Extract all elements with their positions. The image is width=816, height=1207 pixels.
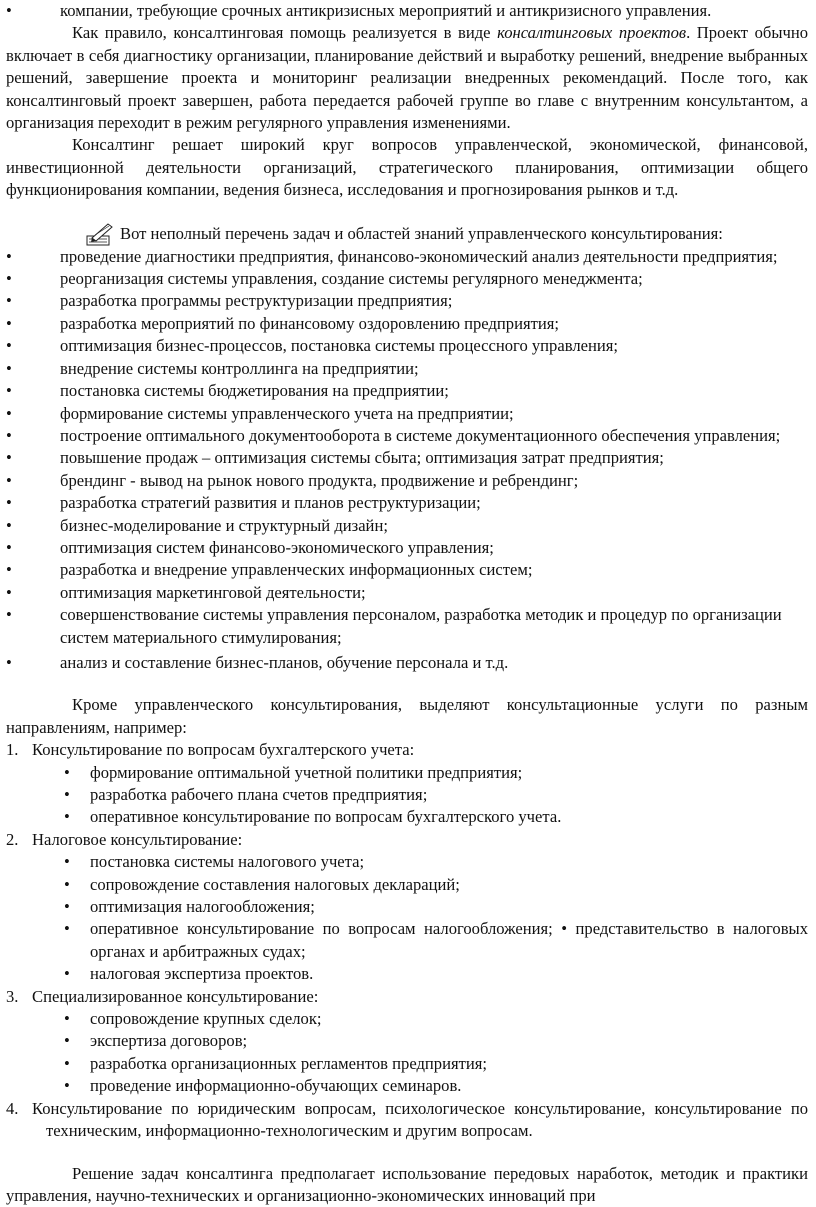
section-number: 4.: [6, 1098, 18, 1120]
list-item-text: разработка стратегий развития и планов реструктуризации;: [60, 493, 481, 512]
list-item-text: налоговая экспертиза проектов.: [90, 964, 313, 983]
list-item: [6, 246, 808, 268]
list-item-text: компании, требующие срочных антикризисных мероприятий и антикризисного управления.: [60, 1, 711, 20]
section-number: 1.: [6, 739, 18, 761]
bullet-icon: •: [64, 851, 84, 873]
section-items: [6, 851, 808, 985]
list-item-text: оперативное консультирование по вопросам налогообложения; • представительство в налоговых органах и арбитражных судах;: [90, 919, 808, 960]
bullet-icon: •: [64, 874, 84, 896]
list-item: [6, 1053, 808, 1075]
list-item-text: постановка системы бюджетирования на предприятии;: [60, 381, 449, 400]
numbered-section: [6, 739, 808, 761]
paragraph-text: . Проект обычно включает в себя диагностику организации, планирование действий и выработку решений, внедрение выбранных решений, завершение проекта и мониторинг реализации внедренных рекомендаций. После того, как консалтинговый проект завершен, работа передается рабочей группе во главе с внутренним консультантом, а организация переходит в режим регулярного управления изменениями.: [6, 23, 808, 132]
list-item-text: проведение информационно-обучающих семинаров.: [90, 1076, 461, 1095]
bullet-icon: •: [6, 246, 26, 268]
bullet-icon: •: [64, 1030, 84, 1052]
list-item-text: повышение продаж – оптимизация системы сбыта; оптимизация затрат предприятия;: [60, 448, 664, 467]
bullet-icon: •: [64, 896, 84, 918]
list-item: [6, 447, 808, 469]
bullet-icon: •: [6, 268, 26, 290]
bullet-icon: •: [64, 762, 84, 784]
section-title: Специализированное консультирование:: [32, 986, 808, 1008]
list-item-text: формирование оптимальной учетной политики предприятия;: [90, 763, 522, 782]
top-bullet-list: [6, 0, 808, 22]
tasks-header-text: Вот неполный перечень задач и областей знаний управленческого консультирования:: [120, 223, 723, 245]
bullet-icon: •: [6, 290, 26, 312]
list-item-text: построение оптимального документооборота в системе документационного обеспечения управления;: [60, 426, 780, 445]
list-item: [6, 806, 808, 828]
list-item-text: анализ и составление бизнес-планов, обучение персонала и т.д.: [60, 653, 508, 672]
list-item: [6, 604, 808, 649]
section-title: Налоговое консультирование:: [32, 829, 808, 851]
paragraph-text: Как правило, консалтинговая помощь реализуется в виде: [72, 23, 497, 42]
tasks-list: [6, 246, 808, 675]
bullet-icon: •: [6, 0, 26, 22]
list-item-text: разработка рабочего плана счетов предприятия;: [90, 785, 427, 804]
bullet-icon: •: [64, 784, 84, 806]
list-item: [6, 313, 808, 335]
list-item-text: оперативное консультирование по вопросам бухгалтерского учета.: [90, 807, 561, 826]
numbered-section: [6, 829, 808, 851]
list-item: [6, 559, 808, 581]
paragraph-consulting-solutions: Решение задач консалтинга предполагает использование передовых наработок, методик и практики управления, научно-технических и организационно-экономических инноваций при: [6, 1163, 808, 1207]
list-item: [6, 851, 808, 873]
list-item-text: экспертиза договоров;: [90, 1031, 247, 1050]
bullet-icon: •: [64, 918, 84, 940]
list-item: [6, 963, 808, 985]
paragraph-other-services: Кроме управленческого консультирования, выделяют консультационные услуги по разным направлениям, например:: [6, 694, 808, 739]
list-item: [6, 358, 808, 380]
list-item-text: сопровождение составления налоговых деклараций;: [90, 875, 460, 894]
list-item-text: разработка программы реструктуризации предприятия;: [60, 291, 452, 310]
list-item: [6, 1008, 808, 1030]
list-item-text: брендинг - вывод на рынок нового продукта, продвижение и ребрендинг;: [60, 471, 578, 490]
list-item: [6, 0, 808, 22]
list-item-text: оптимизация бизнес-процессов, постановка системы процессного управления;: [60, 336, 618, 355]
bullet-icon: •: [6, 515, 26, 537]
bullet-icon: •: [6, 313, 26, 335]
list-item: [6, 515, 808, 537]
bullet-icon: •: [6, 425, 26, 447]
services-sections: [6, 739, 808, 1142]
list-item-text: разработка мероприятий по финансовому оздоровлению предприятия;: [60, 314, 559, 333]
bullet-icon: •: [6, 403, 26, 425]
paragraph-consulting-scope: Консалтинг решает широкий круг вопросов управленческой, экономической, финансовой, инвестиционной деятельности организаций, стратегического планирования, оптимизации общего функционирования компании, ведения бизнеса, исследования и прогнозирования рынков и т.д.: [6, 134, 808, 201]
list-item-text: разработка организационных регламентов предприятия;: [90, 1054, 487, 1073]
emphasis-text: консалтинговых проектов: [497, 23, 686, 42]
list-item: [6, 762, 808, 784]
list-item: [6, 1030, 808, 1052]
list-item: [6, 290, 808, 312]
list-item-text: постановка системы налогового учета;: [90, 852, 364, 871]
section-title: Консультирование по вопросам бухгалтерского учета:: [32, 739, 808, 761]
list-item-text: бизнес-моделирование и структурный дизайн;: [60, 516, 388, 535]
list-item: [6, 335, 808, 357]
list-item-text: формирование системы управленческого учета на предприятии;: [60, 404, 514, 423]
list-item: [6, 403, 808, 425]
list-item: [6, 537, 808, 559]
list-item: [6, 470, 808, 492]
bullet-icon: •: [64, 1075, 84, 1097]
list-item-text: сопровождение крупных сделок;: [90, 1009, 322, 1028]
bullet-icon: •: [6, 447, 26, 469]
bullet-icon: •: [64, 806, 84, 828]
bullet-icon: •: [6, 492, 26, 514]
bullet-icon: •: [6, 582, 26, 604]
list-item: [6, 1075, 808, 1097]
bullet-icon: •: [64, 963, 84, 985]
section-number: 3.: [6, 986, 18, 1008]
list-item-text: внедрение системы контроллинга на предприятии;: [60, 359, 419, 378]
list-item-text: реорганизация системы управления, создание системы регулярного менеджмента;: [60, 269, 643, 288]
list-item: [6, 874, 808, 896]
numbered-section: [6, 986, 808, 1008]
bullet-icon: •: [6, 335, 26, 357]
list-item: [6, 918, 808, 963]
numbered-section: [6, 1098, 808, 1143]
list-item-text: оптимизация налогообложения;: [90, 897, 315, 916]
list-item: [6, 652, 808, 674]
bullet-icon: •: [6, 380, 26, 402]
pencil-notepad-icon: [86, 222, 114, 246]
bullet-icon: •: [6, 537, 26, 559]
section-items: [6, 1008, 808, 1098]
bullet-icon: •: [64, 1008, 84, 1030]
paragraph-consulting-projects: [6, 22, 808, 134]
section-items: [6, 762, 808, 829]
list-item: [6, 425, 808, 447]
list-item: [6, 380, 808, 402]
bullet-icon: •: [6, 604, 26, 626]
list-item: [6, 492, 808, 514]
list-item-text: оптимизация систем финансово-экономического управления;: [60, 538, 494, 557]
bullet-icon: •: [64, 1053, 84, 1075]
list-item-text: проведение диагностики предприятия, финансово-экономический анализ деятельности предприятия;: [60, 247, 778, 266]
bullet-icon: •: [6, 470, 26, 492]
list-item-text: разработка и внедрение управленческих информационных систем;: [60, 560, 532, 579]
list-item: [6, 582, 808, 604]
tasks-header: [6, 222, 808, 246]
list-item: [6, 268, 808, 290]
list-item-text: совершенствование системы управления персоналом, разработка методик и процедур по организации систем материального стимулирования;: [60, 605, 782, 646]
list-item-text: оптимизация маркетинговой деятельности;: [60, 583, 366, 602]
bullet-icon: •: [6, 652, 26, 674]
list-item: [6, 896, 808, 918]
section-title: Консультирование по юридическим вопросам, психологическое консультирование, консультирование по техническим, информационно-технологическим и другим вопросам.: [32, 1098, 808, 1143]
bullet-icon: •: [6, 358, 26, 380]
section-number: 2.: [6, 829, 18, 851]
list-item: [6, 784, 808, 806]
bullet-icon: •: [6, 559, 26, 581]
